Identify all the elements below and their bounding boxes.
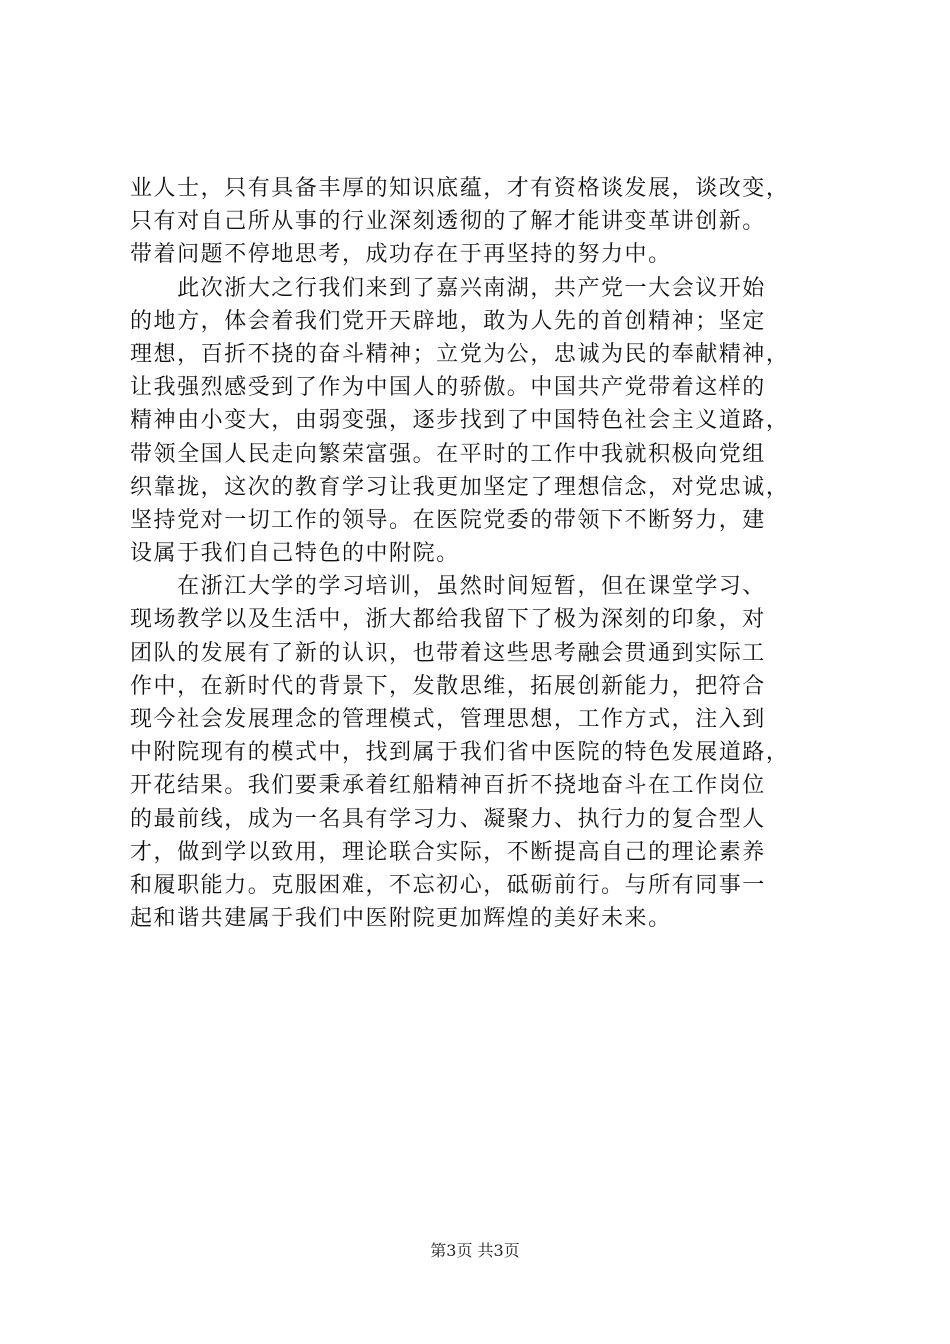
paragraph-zju-training [130, 570, 830, 935]
text-line: 坚持党对一切工作的领导。在医院党委的带领下不断努力，建 [130, 507, 766, 533]
text-line: 精神由小变大，由弱变强，逐步找到了中国特色社会主义道路， [130, 408, 790, 434]
text-line: 作中，在新时代的背景下，发散思维，拓展创新能力，把符合 [130, 673, 766, 699]
paragraph-nanhu-visit [130, 272, 830, 571]
text-line: 此次浙大之行我们来到了嘉兴南湖，共产党一大会议开始 [130, 275, 766, 301]
paragraph-continued [130, 172, 830, 272]
text-line: 开花结果。我们要秉承着红船精神百折不挠地奋斗在工作岗位 [130, 773, 766, 799]
text-line: 团队的发展有了新的认识，也带着这些思考融会贯通到实际工 [130, 640, 766, 666]
text-line: 业人士，只有具备丰厚的知识底蕴，才有资格谈发展，谈改变， [130, 176, 790, 201]
text-line: 现场教学以及生活中，浙大都给我留下了极为深刻的印象，对 [130, 607, 766, 633]
text-line: 和履职能力。克服困难，不忘初心，砥砺前行。与所有同事一 [130, 872, 766, 898]
text-line: 在浙江大学的学习培训，虽然时间短暂，但在课堂学习、 [130, 574, 766, 600]
text-line: 织靠拢，这次的教育学习让我更加坚定了理想信念，对党忠诚， [130, 474, 790, 500]
text-line: 带着问题不停地思考，成功存在于再坚持的努力中。 [130, 242, 672, 268]
page-footer [0, 1241, 950, 1261]
text-line: 带领全国人民走向繁荣富强。在平时的工作中我就积极向党组 [130, 441, 766, 467]
text-line: 的最前线，成为一名具有学习力、凝聚力、执行力的复合型人 [130, 806, 766, 832]
document-body [130, 172, 830, 935]
text-line: 理想，百折不挠的奋斗精神；立党为公，忠诚为民的奉献精神， [130, 341, 790, 367]
text-line: 只有对自己所从事的行业深刻透彻的了解才能讲变革讲创新。 [130, 209, 766, 235]
text-line: 现今社会发展理念的管理模式，管理思想，工作方式，注入到 [130, 707, 766, 732]
text-line: 起和谐共建属于我们中医附院更加辉煌的美好未来。 [130, 906, 672, 932]
text-line: 设属于我们自己特色的中附院。 [130, 541, 460, 567]
page-number: 第3页 共3页 [430, 1241, 520, 1260]
text-line: 让我强烈感受到了作为中国人的骄傲。中国共产党带着这样的 [130, 375, 766, 401]
text-line: 的地方，体会着我们党开天辟地，敢为人先的首创精神；坚定 [130, 308, 766, 334]
text-line: 中附院现有的模式中，找到属于我们省中医院的特色发展道路， [130, 740, 790, 766]
text-line: 才，做到学以致用，理论联合实际，不断提高自己的理论素养 [130, 839, 766, 865]
